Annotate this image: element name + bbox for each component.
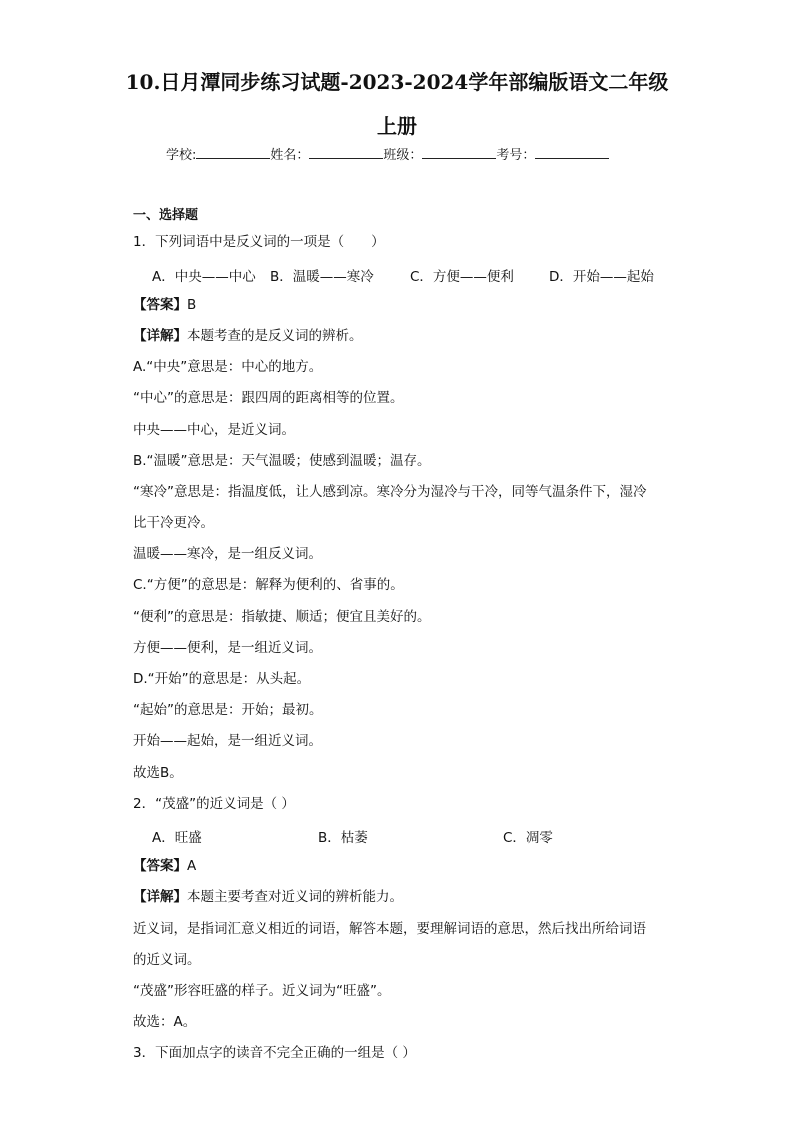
exam-number-label: 考号： — [496, 148, 536, 163]
answer-tag: 【答案】 — [133, 858, 187, 874]
document-title: 10.日月潭同步练习试题-2023-2024学年部编版语文二年级 — [125, 70, 669, 94]
q1-explanation-line: “起始”的意思是：开始；最初。 — [133, 702, 323, 718]
q1-detail — [133, 327, 363, 345]
q1-explanation-line: C.“方便”的意思是：解释为便利的、省事的。 — [133, 577, 404, 593]
q1-explanation-line: 温暖——寒冷，是一组反义词。 — [133, 546, 322, 562]
name-label: 姓名： — [270, 148, 310, 163]
q1-explanation-line: 中央——中心，是近义词。 — [133, 422, 295, 438]
question-3-stem: 3．下面加点字的读音不完全正确的一组是（ ） — [133, 1045, 416, 1061]
q1-explanation-line: 比干冷更冷。 — [133, 515, 214, 531]
answer-value: A — [187, 858, 197, 874]
q2-option-b: B．枯萎 — [318, 830, 368, 846]
question-2-stem: 2．“茂盛”的近义词是（ ） — [133, 796, 295, 812]
q2-explanation-line: 的近义词。 — [133, 952, 201, 968]
detail-tag: 【详解】 — [133, 889, 187, 905]
q1-option-c: C．方便——便利 — [410, 269, 514, 285]
exam-number-blank[interactable] — [535, 146, 609, 159]
document-title-continued: 上册 — [377, 114, 417, 138]
q1-option-d: D．开始——起始 — [549, 269, 654, 285]
answer-tag: 【答案】 — [133, 297, 187, 313]
q1-explanation-line: “便利”的意思是：指敏捷、顺适；便宜且美好的。 — [133, 609, 431, 625]
answer-value: B — [187, 297, 197, 313]
q1-answer — [133, 296, 196, 314]
q1-explanation-line: A.“中央”意思是：中心的地方。 — [133, 359, 323, 375]
q2-explanation-line: “茂盛”形容旺盛的样子。近义词为“旺盛”。 — [133, 983, 391, 999]
q2-option-a: A．旺盛 — [152, 830, 202, 846]
q2-detail — [133, 888, 403, 906]
class-label: 班级： — [383, 148, 423, 163]
q2-conclusion: 故选：A。 — [133, 1014, 197, 1030]
q1-explanation-line: B.“温暖”意思是：天气温暖；使感到温暖；温存。 — [133, 453, 431, 469]
section-heading: 一、选择题 — [133, 208, 199, 223]
school-blank[interactable] — [196, 146, 270, 159]
detail-tag: 【详解】 — [133, 328, 187, 344]
question-1-stem: 1．下列词语中是反义词的一项是（ ） — [133, 234, 385, 250]
student-info-line — [166, 144, 609, 163]
name-blank[interactable] — [309, 146, 383, 159]
q1-explanation-line: 开始——起始，是一组近义词。 — [133, 733, 322, 749]
q1-explanation-line: “中心”的意思是：跟四周的距离相等的位置。 — [133, 390, 404, 406]
detail-text: 本题主要考查对近义词的辨析能力。 — [187, 889, 403, 905]
q1-option-b: B．温暖——寒冷 — [270, 269, 374, 285]
q1-option-a: A．中央——中心 — [152, 269, 256, 285]
q1-explanation-line: D.“开始”的意思是：从头起。 — [133, 671, 311, 687]
detail-text: 本题考查的是反义词的辨析。 — [187, 328, 363, 344]
q2-answer — [133, 857, 196, 875]
q1-explanation-line: “寒冷”意思是：指温度低，让人感到凉。寒冷分为湿冷与干冷，同等气温条件下，湿冷 — [133, 484, 647, 500]
school-label: 学校: — [166, 148, 197, 163]
class-blank[interactable] — [422, 146, 496, 159]
q1-explanation-line: 方便——便利，是一组近义词。 — [133, 640, 322, 656]
q2-option-c: C．凋零 — [503, 830, 553, 846]
q2-explanation-line: 近义词，是指词汇意义相近的词语，解答本题，要理解词语的意思，然后找出所给词语 — [133, 921, 646, 937]
q1-conclusion: 故选B。 — [133, 765, 183, 781]
